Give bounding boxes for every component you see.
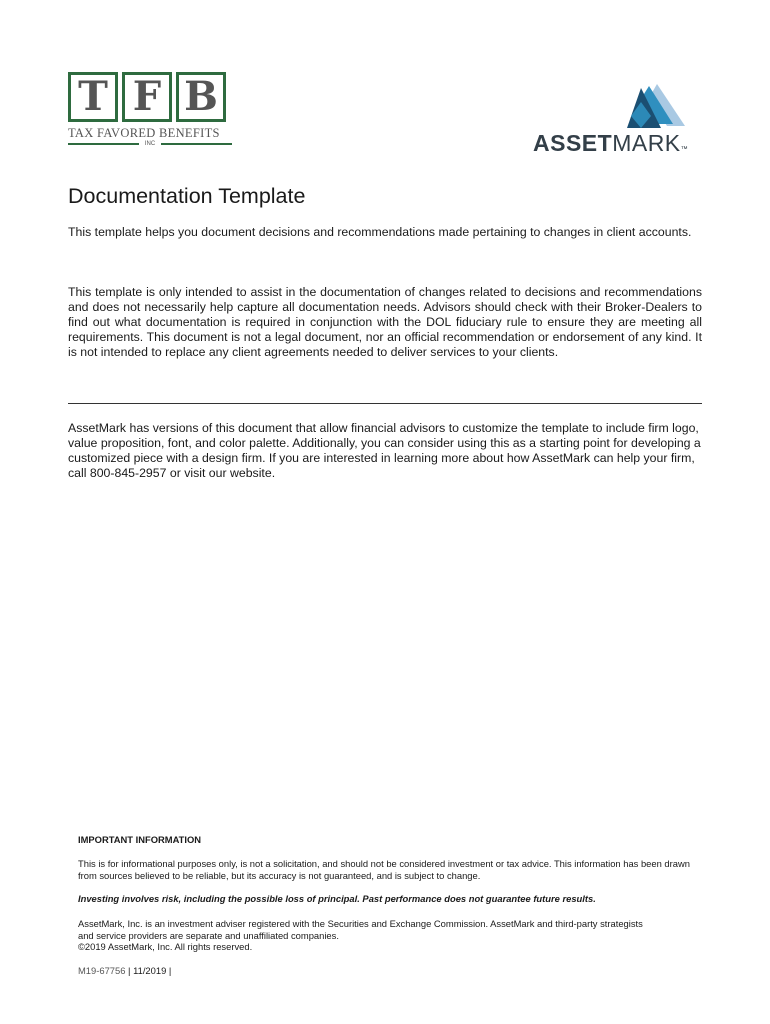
risk-statement: Investing involves risk, including the possible loss of principal. Past performance does not guarantee future results. [78,893,596,904]
tfb-company-name: TAX FAVORED BENEFITS [68,126,220,140]
document-date: | 11/2019 | [128,965,172,976]
document-code-line [78,965,694,977]
registration-line-1: AssetMark, Inc. is an investment adviser registered with the Securities and Exchange Commission. AssetMark and third-party strategists [78,918,643,929]
copyright-line: ©2019 AssetMark, Inc. All rights reserved. [78,941,253,952]
assetmark-word-regular: MARK [612,130,681,156]
important-info-text: This is for informational purposes only, is not a solicitation, and should not be considered investment or tax advice. This information has been drawn from sources believed to be reliable, but its accuracy is not guaranteed, and is subject to change. [78,858,690,881]
assetmark-logo [533,84,703,156]
tfb-inc-row [68,141,232,147]
assetmark-mountain-icon [627,84,689,130]
tfb-letter-t: T [68,72,118,122]
important-info-heading: IMPORTANT INFORMATION [78,834,202,845]
tfb-letter-b: B [176,72,226,122]
registration-line-2: and service providers are separate and unaffiliated companies. [78,929,339,941]
document-title: Documentation Template [68,184,306,208]
tfb-divider-right [161,143,232,145]
document-code: M19-67756 [78,965,126,976]
intro-paragraph: This template helps you document decisions and recommendations made pertaining to changes in client accounts. [68,225,692,239]
tfb-inc-label: INC [144,141,156,147]
assetmark-wordmark [533,130,688,157]
tfb-letter-boxes [68,72,232,122]
section-divider [68,403,702,404]
registration-statement [78,918,694,953]
tfb-letter-f: F [122,72,172,122]
disclaimer-paragraph: This template is only intended to assist in the documentation of changes related to decisions and recommendations and does not necessarily help capture all documentation needs. Advisors should check with their Broker-Dealers to find out what documentation is required in conjunction with the DOL fiduciary rule to ensure they are meeting all requirements. This document is not a legal document, nor an official recommendation or endorsement of any kind. It is not intended to replace any client agreements needed to deliver services to your clients. [68,285,702,359]
tfb-divider-left [68,143,139,145]
tfb-logo [68,72,232,147]
assetmark-trademark: ™ [680,146,689,153]
customization-paragraph: AssetMark has versions of this document that allow financial advisors to customize the template to include firm logo, value proposition, font, and color palette. Additionally, you can consider using this as a starting point for developing a customized piece with a design firm. If you are interested in learning more about how AssetMark can help your firm, call 800-845-2957 or visit our website. [68,421,701,480]
assetmark-word-bold: ASSET [533,130,613,156]
